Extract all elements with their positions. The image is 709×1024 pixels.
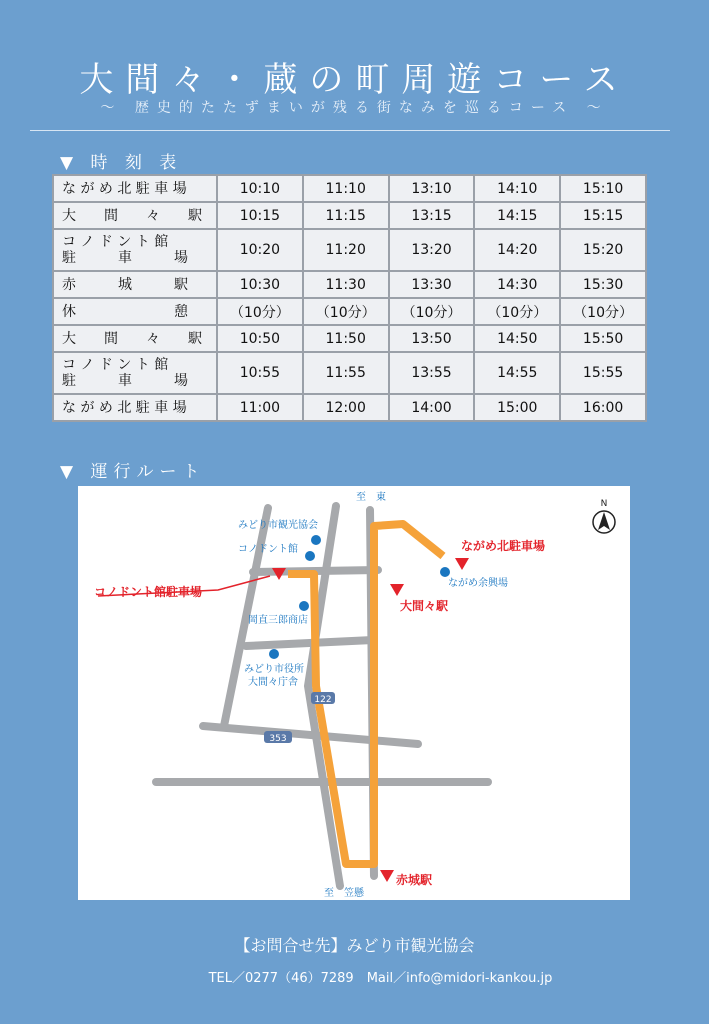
departure-time: 11:30 [303, 271, 389, 298]
timetable-heading: ▼ 時 刻 表 [60, 153, 183, 173]
departure-time: 14:15 [474, 202, 560, 229]
contact-label: 【お問合せ先】みどり市観光協会 [234, 936, 475, 955]
departure-time: 11:15 [303, 202, 389, 229]
departure-time: （10分） [217, 298, 303, 325]
road-mid [246, 640, 373, 646]
departure-time: 12:00 [303, 394, 389, 421]
station-name: 大 間 々 駅 [53, 202, 217, 229]
city-hall-label-2: 大間々庁舎 [248, 677, 298, 688]
nagame-yokyojo-label: ながめ余興場 [448, 578, 508, 589]
departure-time: 14:10 [474, 175, 560, 202]
konodonto-poi-icon [305, 551, 315, 561]
departure-time: 10:10 [217, 175, 303, 202]
departure-time: 10:15 [217, 202, 303, 229]
station-name: 休 憩 [53, 298, 217, 325]
departure-time: 16:00 [560, 394, 646, 421]
timetable-row [53, 394, 646, 421]
station-name: 赤 城 駅 [53, 271, 217, 298]
departure-time: 11:50 [303, 325, 389, 352]
station-name: な が め 北 駐 車 場 [53, 175, 217, 202]
departure-time: 15:15 [560, 202, 646, 229]
page-subtitle: 〜 歴史的たたずまいが残る街なみを巡るコース 〜 [100, 100, 609, 116]
departure-time: 14:00 [389, 394, 475, 421]
timetable-row [53, 175, 646, 202]
timetable-row [53, 271, 646, 298]
divider [30, 130, 670, 131]
departure-time: 11:55 [303, 352, 389, 394]
station-name: コ ノ ド ン ト 館 駐 車 場 [53, 229, 217, 271]
station-name: な が め 北 駐 車 場 [53, 394, 217, 421]
nagame-yokyojo-poi-icon [440, 567, 450, 577]
departure-time: 13:20 [389, 229, 475, 271]
okanao-label: 岡直三郎商店 [248, 615, 308, 626]
departure-time: 15:55 [560, 352, 646, 394]
station-name: 大 間 々 駅 [53, 325, 217, 352]
departure-time: 15:50 [560, 325, 646, 352]
omama-stop-label: 大間々駅 [400, 599, 449, 613]
departure-time: 15:10 [560, 175, 646, 202]
timetable-row [53, 352, 646, 394]
departure-time: （10分） [389, 298, 475, 325]
north-arrow-icon [593, 499, 615, 533]
departure-time: 14:30 [474, 271, 560, 298]
konodonto-stop-label: コノドント館駐車場 [94, 585, 203, 599]
departure-time: 10:20 [217, 229, 303, 271]
departure-time: 13:50 [389, 325, 475, 352]
departure-time: 15:00 [474, 394, 560, 421]
akagi-stop-icon [380, 870, 394, 882]
tourism-assoc-label: みどり市観光協会 [238, 520, 318, 531]
departure-time: 13:10 [389, 175, 475, 202]
tourism-assoc-poi-icon [311, 535, 321, 545]
departure-time: 11:10 [303, 175, 389, 202]
timetable-row [53, 229, 646, 271]
route-353-label: 353 [269, 734, 287, 744]
page-title: 大間々・蔵の町周遊コース [79, 60, 630, 100]
departure-time: 15:30 [560, 271, 646, 298]
departure-time: 10:30 [217, 271, 303, 298]
timetable [52, 174, 647, 422]
route-map [78, 486, 630, 900]
departure-time: （10分） [560, 298, 646, 325]
svg-text:N: N [600, 499, 608, 509]
to-east-label: 至 東 [356, 492, 386, 503]
departure-time: 10:50 [217, 325, 303, 352]
departure-time: 14:55 [474, 352, 560, 394]
departure-time: 13:15 [389, 202, 475, 229]
city-hall-poi-icon [269, 649, 279, 659]
departure-time: 15:20 [560, 229, 646, 271]
omama-stop-icon [390, 584, 404, 596]
departure-time: （10分） [303, 298, 389, 325]
departure-time: 11:00 [217, 394, 303, 421]
departure-time: 14:20 [474, 229, 560, 271]
contact-tel: TEL／0277（46）7289 Mail／info@midori-kankou.jp [208, 971, 553, 986]
departure-time: （10分） [474, 298, 560, 325]
departure-time: 13:55 [389, 352, 475, 394]
timetable-row [53, 202, 646, 229]
konodonto-label: コノドント館 [238, 544, 298, 555]
departure-time: 11:20 [303, 229, 389, 271]
akagi-stop-label: 赤城駅 [396, 873, 433, 887]
to-kasakake-label: 至 笠懸 [324, 888, 364, 899]
route-heading: ▼ 運行ルート [60, 462, 206, 482]
nagame-stop-icon [455, 558, 469, 570]
timetable-row [53, 325, 646, 352]
station-name: コ ノ ド ン ト 館 駐 車 場 [53, 352, 217, 394]
city-hall-label-1: みどり市役所 [244, 664, 304, 675]
timetable-row [53, 298, 646, 325]
road-353 [203, 726, 418, 744]
departure-time: 13:30 [389, 271, 475, 298]
departure-time: 14:50 [474, 325, 560, 352]
route-122-label: 122 [314, 695, 332, 705]
okanao-poi-icon [299, 601, 309, 611]
departure-time: 10:55 [217, 352, 303, 394]
nagame-stop-label: ながめ北駐車場 [461, 539, 546, 553]
